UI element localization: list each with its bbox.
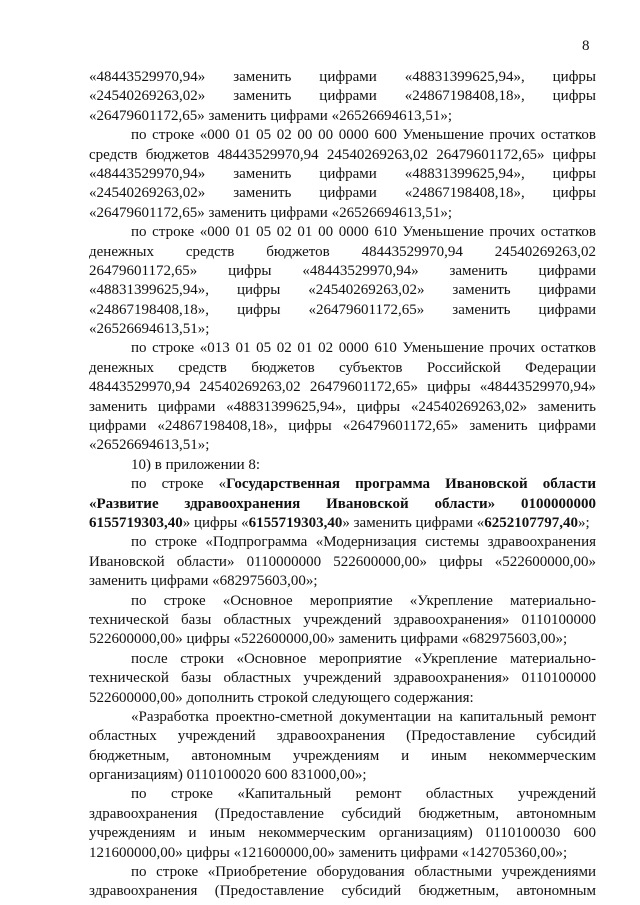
text-span: здравоохранения (Предоставление субсидий бюджетным, автономным (89, 883, 596, 900)
text-span: по строке «Основное мероприятие «Укрепление материально- (131, 592, 596, 609)
text-span: 522600000,00» дополнить строкой следующего содержания: (89, 689, 474, 706)
text-span: «Разработка проектно-сметной документации на капитальный ремонт (131, 708, 596, 725)
bold-text: 6155719303,40 (89, 514, 183, 531)
text-line (89, 824, 596, 843)
bold-text: 6252107797,40 (484, 514, 578, 531)
paragraph (89, 592, 596, 650)
text-line (89, 320, 596, 339)
text-span: по строке «Подпрограмма «Модернизация системы здравоохранения (131, 534, 596, 551)
text-line (89, 669, 596, 688)
text-line (89, 708, 596, 727)
text-line (89, 650, 596, 669)
text-line (89, 68, 596, 87)
text-span: 10) в приложении 8: (131, 456, 261, 473)
text-line (89, 243, 596, 262)
text-span: «26526694613,51»; (89, 321, 210, 338)
text-span: бюджетным, автономным учреждениям и иным некоммерческим (89, 747, 596, 764)
paragraph (89, 708, 596, 786)
text-line (89, 766, 596, 785)
text-span: денежных средств бюджетов субъектов Российской Федерации (89, 359, 596, 376)
paragraph (89, 223, 596, 339)
text-span: 121600000,00» цифры «121600000,00» заменить цифрами «142705360,00»; (89, 844, 568, 861)
paragraph (89, 126, 596, 223)
page-number: 8 (582, 38, 590, 54)
text-line (89, 495, 596, 514)
paragraph (89, 650, 596, 708)
text-line (89, 107, 596, 126)
text-span: «48443529970,94» заменить цифрами «48831399625,94», цифры (89, 69, 596, 85)
text-line (89, 844, 596, 863)
text-span: «48443529970,94» заменить цифрами «48831399625,94», цифры (89, 165, 596, 182)
text-line (89, 456, 596, 475)
text-span: организациям) 0110100020 600 831000,00»; (89, 767, 367, 784)
document-body (89, 68, 596, 902)
text-span: денежных средств бюджетов 48443529970,94 24540269263,02 (89, 243, 596, 260)
text-line (89, 747, 596, 766)
text-line (89, 398, 596, 417)
text-span: заменить цифрами «682975603,00»; (89, 573, 318, 590)
text-span: «48831399625,94», цифры «24540269263,02» заменить цифрами (89, 282, 596, 299)
text-line (89, 592, 596, 611)
bold-text: Государственная программа Ивановской области (226, 476, 596, 493)
bold-text: «Развитие здравоохранения Ивановской области» 0100000000 (89, 495, 596, 512)
text-line (89, 611, 596, 630)
text-line (89, 805, 596, 824)
text-line (89, 553, 596, 572)
text-line (89, 262, 596, 281)
text-line (89, 204, 596, 223)
text-line (89, 475, 596, 494)
text-span: по строке «013 01 05 02 01 02 0000 610 Уменьшение прочих остатков (131, 340, 596, 357)
text-line (89, 359, 596, 378)
text-span: по строке «Капитальный ремонт областных учреждений (131, 786, 596, 803)
text-span: цифрами «24867198408,18», цифры «26479601172,65» заменить цифрами (89, 418, 596, 435)
text-line (89, 630, 596, 649)
paragraph (89, 863, 596, 902)
text-span: средств бюджетов 48443529970,94 24540269263,02 26479601172,65» цифры (89, 146, 596, 163)
text-line (89, 281, 596, 300)
text-span: «26479601172,65» заменить цифрами «26526694613,51»; (89, 204, 452, 221)
text-line (89, 339, 596, 358)
text-line (89, 87, 596, 106)
text-span: «26526694613,51»; (89, 437, 210, 454)
text-span: учреждениям и иным некоммерческим организациям) 0110100030 600 (89, 825, 596, 842)
text-span: по строке «Приобретение оборудования областными учреждениями (131, 864, 596, 881)
text-span: технической базы областных учреждений здравоохранения» 0110100000 (89, 670, 596, 687)
text-span: «24867198408,18», цифры «26479601172,65» заменить цифрами (89, 301, 596, 318)
text-span: после строки «Основное мероприятие «Укрепление материально- (131, 650, 596, 667)
text-span: «26479601172,65» заменить цифрами «26526694613,51»; (89, 107, 452, 124)
text-line (89, 165, 596, 184)
text-span: »; (578, 514, 590, 531)
text-span: технической базы областных учреждений здравоохранения» 0110100000 (89, 611, 596, 628)
text-line (89, 514, 596, 533)
text-span: по строке « (131, 476, 227, 493)
text-span: здравоохранения (Предоставление субсидий бюджетным, автономным (89, 805, 596, 822)
text-line (89, 301, 596, 320)
text-line (89, 417, 596, 436)
paragraph (89, 475, 596, 533)
text-span: » цифры « (182, 514, 249, 531)
paragraph (89, 533, 596, 591)
text-line (89, 727, 596, 746)
text-span: 522600000,00» цифры «522600000,00» заменить цифрами «682975603,00»; (89, 631, 568, 648)
text-line (89, 533, 596, 552)
text-span: заменить цифрами «48831399625,94», цифры «24540269263,02» заменить (89, 398, 596, 415)
paragraph (89, 68, 596, 126)
bold-text: 6155719303,40 (248, 514, 343, 531)
text-span: «24540269263,02» заменить цифрами «24867198408,18», цифры (89, 185, 596, 202)
text-line (89, 689, 596, 708)
text-span: по строке «000 01 05 02 01 00 0000 610 Уменьшение прочих остатков (131, 224, 596, 241)
paragraph (89, 456, 596, 475)
text-span: » заменить цифрами « (342, 514, 485, 531)
paragraph (89, 785, 596, 863)
text-line (89, 572, 596, 591)
text-span: 48443529970,94 24540269263,02 26479601172,65» цифры «48443529970,94» (89, 379, 596, 396)
text-line (89, 126, 596, 145)
text-line (89, 882, 596, 901)
text-line (89, 863, 596, 882)
text-line (89, 378, 596, 397)
text-line (89, 146, 596, 165)
text-line (89, 223, 596, 242)
text-span: областных учреждений здравоохранения (Предоставление субсидий (89, 728, 596, 745)
text-span: «24540269263,02» заменить цифрами «24867198408,18», цифры (89, 88, 596, 105)
text-line (89, 785, 596, 804)
text-line (89, 436, 596, 455)
text-span: Ивановской области» 0110000000 522600000,00» цифры «522600000,00» (89, 553, 596, 570)
text-span: 26479601172,65» цифры «48443529970,94» заменить цифрами (89, 262, 596, 279)
text-span: по строке «000 01 05 02 00 00 0000 600 Уменьшение прочих остатков (131, 127, 596, 144)
paragraph (89, 339, 596, 455)
text-line (89, 184, 596, 203)
